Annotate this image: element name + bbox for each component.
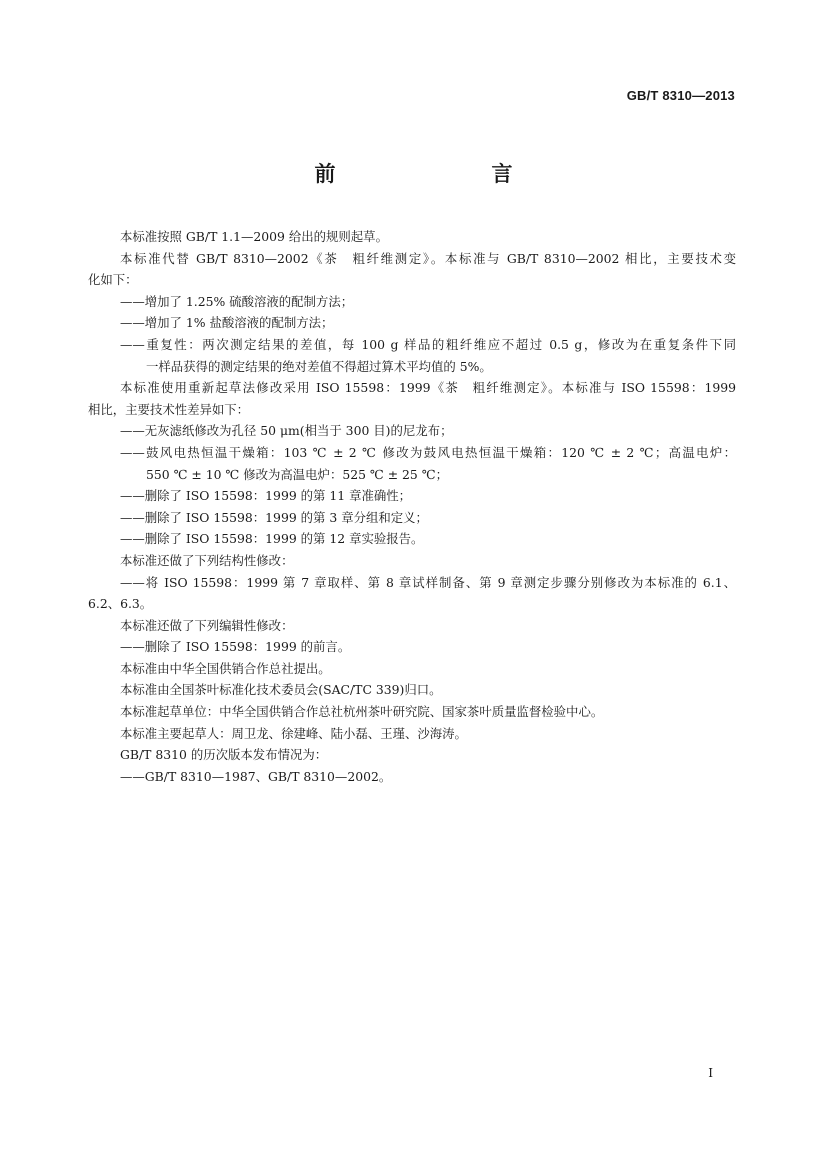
paragraph-line: GB/T 8310 的历次版本发布情况为： <box>120 747 328 763</box>
paragraph-line: 本标准还做了下列编辑性修改： <box>120 617 294 633</box>
paragraph-line: 本标准还做了下列结构性修改： <box>120 552 294 568</box>
standard-code-header: GB/T 8310—2013 <box>626 88 735 103</box>
foreword-body <box>88 226 736 787</box>
paragraph-line: 化如下： <box>88 272 138 288</box>
list-item: ——删除了 ISO 15598：1999 的第 3 章分组和定义； <box>120 509 428 525</box>
list-item: ——增加了 1% 盐酸溶液的配制方法； <box>120 315 334 331</box>
paragraph-line: 本标准起草单位：中华全国供销合作总社杭州茶叶研究院、国家茶叶质量监督检验中心。 <box>120 704 604 720</box>
page-number: I <box>708 1066 713 1080</box>
paragraph-line: 本标准由中华全国供销合作总社提出。 <box>120 660 331 676</box>
page-title: 前 言 <box>314 162 551 186</box>
paragraph-line: 本标准代替 GB/T 8310—2002《茶 粗纤维测定》。本标准与 GB/T 8310—2002 相比，主要技术变 <box>120 250 736 266</box>
list-item: ——将 ISO 15598：1999 第 7 章取样、第 8 章试样制备、第 9 章测定步骤分别修改为本标准的 6.1、 <box>120 574 736 590</box>
list-item: ——增加了 1.25% 硫酸溶液的配制方法； <box>120 293 354 309</box>
list-item: ——鼓风电热恒温干燥箱：103 ℃ ± 2 ℃ 修改为鼓风电热恒温干燥箱：120 ℃ ± 2 ℃；高温电炉： <box>120 444 736 460</box>
list-item: ——GB/T 8310—1987、GB/T 8310—2002。 <box>120 768 392 784</box>
list-item-continuation: 一样品获得的测定结果的绝对差值不得超过算术平均值的 5%。 <box>146 358 492 374</box>
list-item: ——删除了 ISO 15598：1999 的第 12 章实验报告。 <box>120 531 424 547</box>
paragraph-line: 本标准主要起草人：周卫龙、徐建峰、陆小磊、王瑾、沙海涛。 <box>120 725 467 741</box>
list-item: ——无灰滤纸修改为孔径 50 μm(相当于 300 目)的尼龙布； <box>120 423 453 439</box>
list-item: ——重复性：两次测定结果的差值，每 100 g 样品的粗纤维应不超过 0.5 g，修改为在重复条件下同 <box>120 336 736 352</box>
list-item-continuation: 6.2、6.3。 <box>88 596 153 612</box>
paragraph-line: 本标准按照 GB/T 1.1—2009 给出的规则起草。 <box>120 229 388 244</box>
paragraph-line: 相比，主要技术性差异如下： <box>88 401 250 417</box>
list-item: ——删除了 ISO 15598：1999 的前言。 <box>120 639 351 655</box>
paragraph-line: 本标准由全国茶叶标准化技术委员会(SAC/TC 339)归口。 <box>120 682 442 698</box>
paragraph-line: 本标准使用重新起草法修改采用 ISO 15598：1999《茶 粗纤维测定》。本标准与 ISO 15598：1999 <box>120 380 736 396</box>
list-item: ——删除了 ISO 15598：1999 的第 11 章准确性； <box>120 488 412 504</box>
list-item-continuation: 550 ℃ ± 10 ℃ 修改为高温电炉：525 ℃ ± 25 ℃； <box>146 466 449 482</box>
